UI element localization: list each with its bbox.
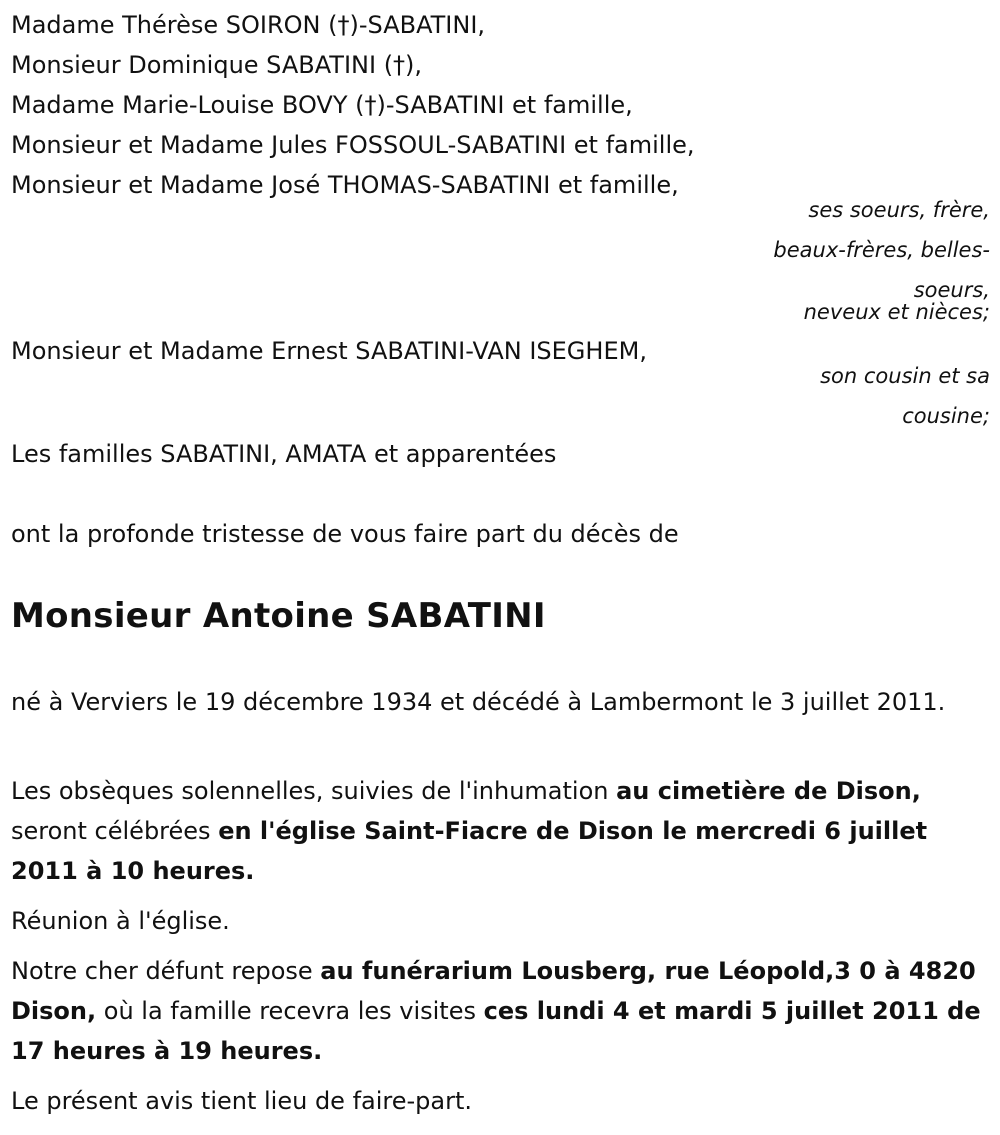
reunion-paragraph: Réunion à l'église. <box>11 907 230 935</box>
relation-siblings-line-4: neveux et nièces; <box>803 300 990 324</box>
funeral-intro: Les obsèques solennelles, suivies de l'inhumation <box>11 777 617 805</box>
family-line-3: Madame Marie-Louise BOVY (†)-SABATINI et famille, <box>11 91 633 119</box>
deceased-name: Monsieur Antoine SABATINI <box>11 596 546 636</box>
repose-visiting-times: ces lundi 4 et mardi 5 juillet 2011 de 17 heures à 19 heures. <box>11 997 981 1065</box>
repose-paragraph <box>11 951 986 1071</box>
cousin-line: Monsieur et Madame Ernest SABATINI-VAN ISEGHEM, <box>11 337 647 365</box>
families-line: Les familles SABATINI, AMATA et apparentées <box>11 440 557 468</box>
relation-siblings-line-2: beaux-frères, belles- <box>773 238 990 262</box>
birth-death-paragraph: né à Verviers le 19 décembre 1934 et décédé à Lambermont le 3 juillet 2011. <box>11 688 946 716</box>
closing-paragraph: Le présent avis tient lieu de faire-part. <box>11 1087 473 1115</box>
relation-cousin-line-2: cousine; <box>902 404 990 428</box>
relation-siblings-line-1: ses soeurs, frère, <box>808 198 990 222</box>
funeral-paragraph <box>11 771 986 891</box>
funeral-cemetery: au cimetière de Dison, <box>616 777 921 805</box>
family-line-4: Monsieur et Madame Jules FOSSOUL-SABATINI et famille, <box>11 131 695 159</box>
family-line-1: Madame Thérèse SOIRON (†)-SABATINI, <box>11 11 486 39</box>
repose-place: au funérarium Lousberg, rue Léopold,3 0 à 4820 Dison, <box>11 957 976 1025</box>
repose-intro: Notre cher défunt repose <box>11 957 321 985</box>
family-line-5: Monsieur et Madame José THOMAS-SABATINI et famille, <box>11 171 679 199</box>
announcement-line: ont la profonde tristesse de vous faire part du décès de <box>11 520 679 548</box>
funeral-mid: seront célébrées <box>11 817 219 845</box>
repose-mid: où la famille recevra les visites <box>96 997 484 1025</box>
relation-siblings-line-3: soeurs, <box>913 278 990 302</box>
funeral-church-time: en l'église Saint-Fiacre de Dison le mercredi 6 juillet 2011 à 10 heures. <box>11 817 928 885</box>
relation-cousin-line-1: son cousin et sa <box>820 364 990 388</box>
family-line-2: Monsieur Dominique SABATINI (†), <box>11 51 423 79</box>
